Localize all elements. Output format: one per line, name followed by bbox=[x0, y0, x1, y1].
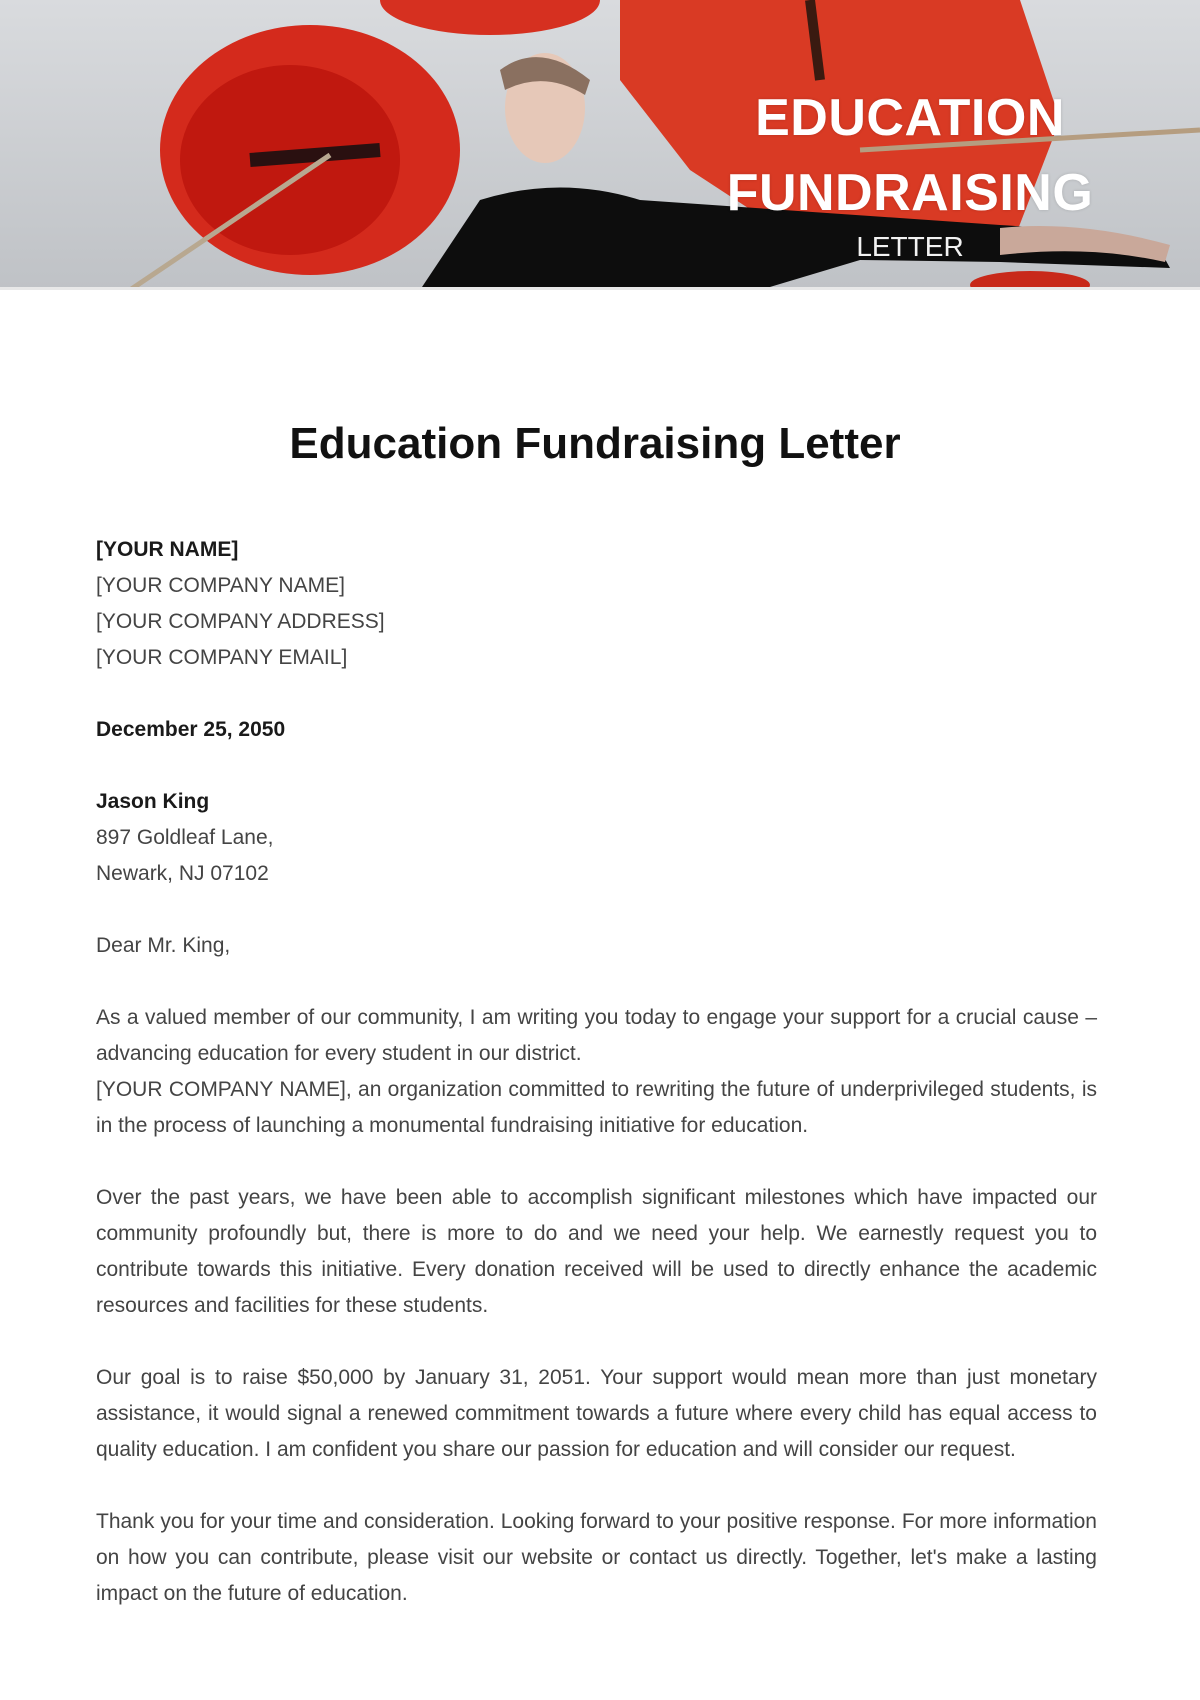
letter-body bbox=[96, 532, 1097, 1612]
paragraph-closing: Thank you for your time and consideration. Looking forward to your positive response. For more information on how you can contribute, please visit our website or contact us directly. Together, let's make a lasting impact on the future of education. bbox=[96, 1510, 1097, 1605]
header-banner bbox=[0, 0, 1200, 290]
sender-name: [YOUR NAME] bbox=[96, 538, 239, 561]
sender-email: [YOUR COMPANY EMAIL] bbox=[96, 646, 348, 669]
banner-title-line2: FUNDRAISING bbox=[726, 164, 1094, 222]
banner-subtitle: LETTER bbox=[856, 231, 964, 262]
sender-company: [YOUR COMPANY NAME] bbox=[96, 574, 345, 597]
paragraph-milestones: Over the past years, we have been able to accomplish significant milestones which have impacted our community profoundly but, there is more to do and we need your help. We earnestly request you to contribute towards this initiative. Every donation received will be used to directly enhance the academic resources and facilities for these students. bbox=[96, 1186, 1097, 1317]
letter-date: December 25, 2050 bbox=[96, 718, 286, 741]
paragraph-intro: As a valued member of our community, I am writing you today to engage your support for a crucial cause – advancing education for every student in our district. bbox=[96, 1006, 1097, 1065]
banner-title-line1: EDUCATION bbox=[755, 89, 1065, 147]
sender-address: [YOUR COMPANY ADDRESS] bbox=[96, 610, 385, 633]
document-title: Education Fundraising Letter bbox=[289, 419, 901, 468]
recipient-name: Jason King bbox=[96, 790, 210, 813]
paragraph-goal: Our goal is to raise $50,000 by January 31, 2051. Your support would mean more than just monetary assistance, it would signal a renewed commitment towards a future where every child has equal access to quality education. I am confident you share our passion for education and will consider our request. bbox=[96, 1366, 1097, 1461]
recipient-city: Newark, NJ 07102 bbox=[96, 862, 269, 885]
salutation: Dear Mr. King, bbox=[96, 934, 231, 957]
recipient-street: 897 Goldleaf Lane, bbox=[96, 826, 274, 849]
paragraph-organization: [YOUR COMPANY NAME], an organization committed to rewriting the future of underprivileged students, is in the process of launching a monumental fundraising initiative for education. bbox=[96, 1078, 1097, 1137]
